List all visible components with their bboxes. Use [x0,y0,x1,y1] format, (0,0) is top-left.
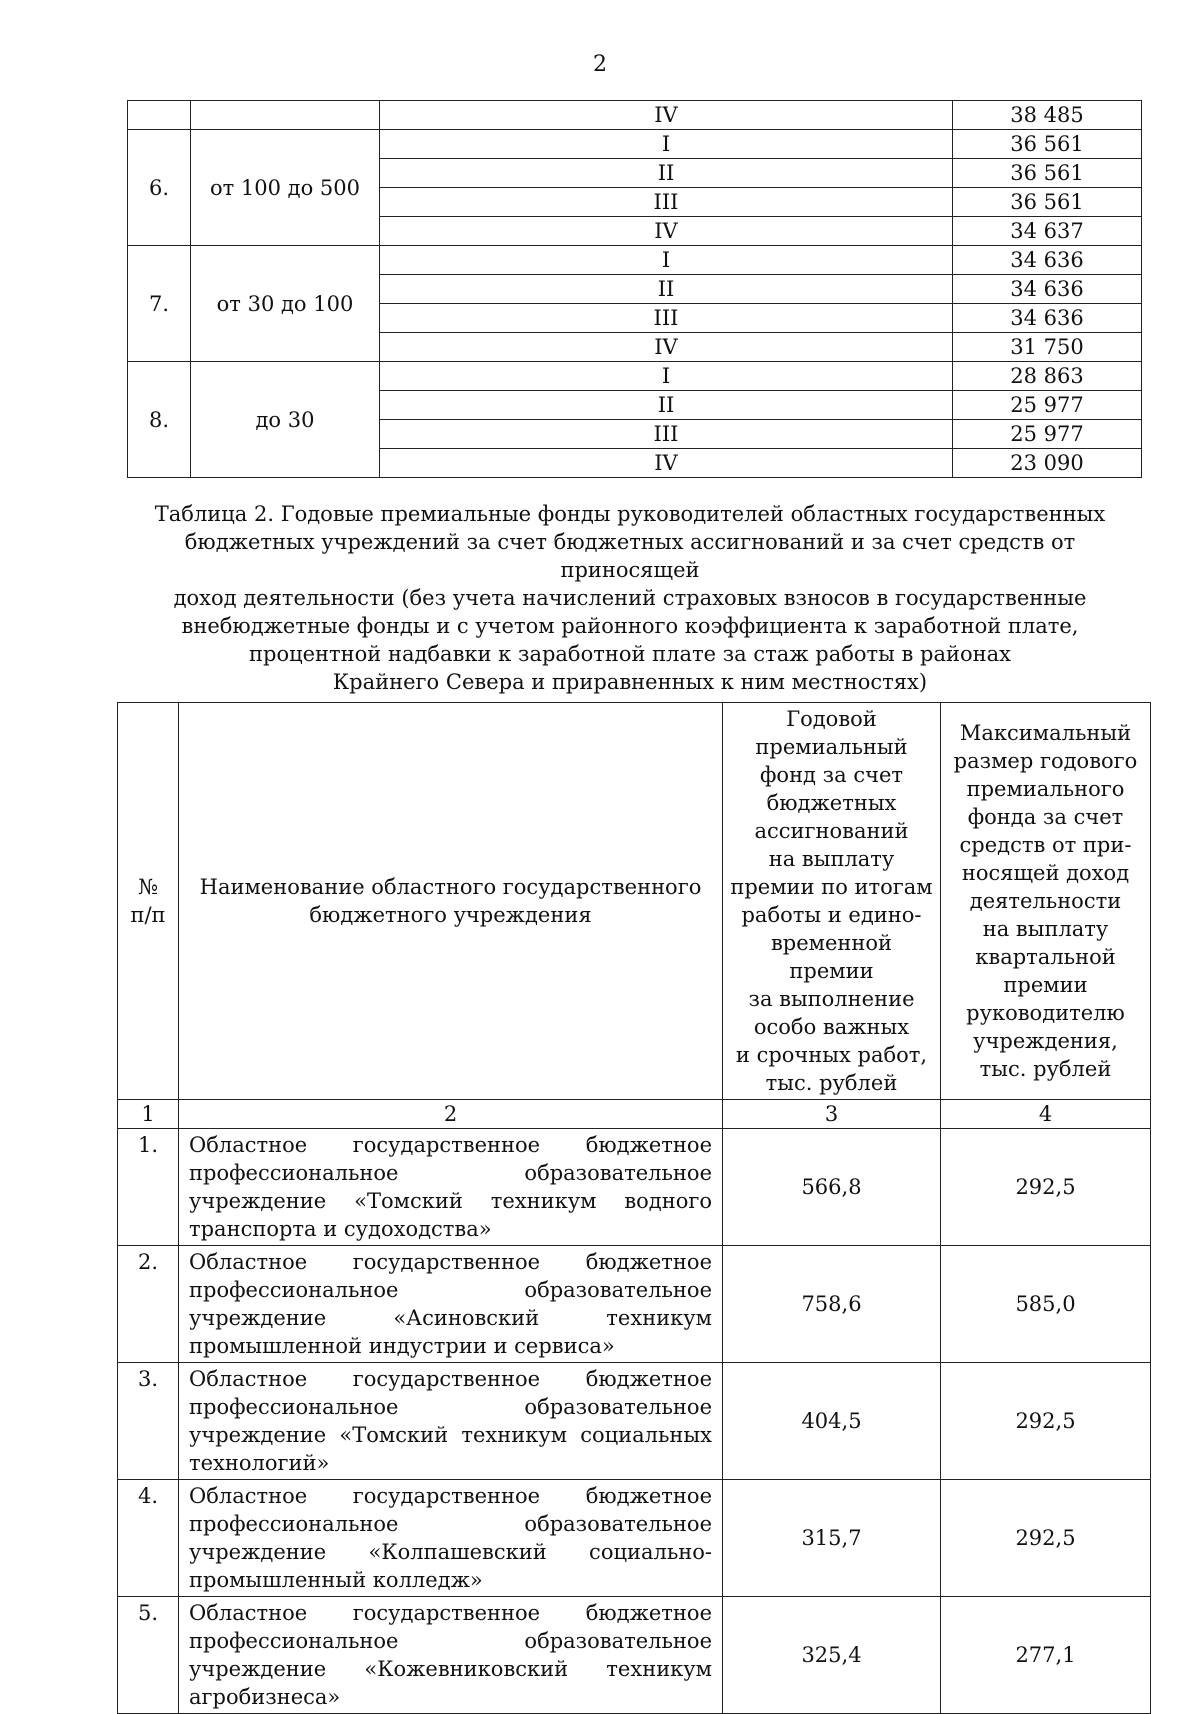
table-row [118,1246,1151,1363]
group-cell: II [380,391,953,420]
header-line: ассигнований [754,819,909,843]
header-line: учреждения, [973,1029,1118,1053]
value-cell: 36 561 [953,130,1142,159]
max-income-fund-value: 585,0 [941,1246,1151,1363]
row-number: 4. [118,1480,179,1597]
header-line: премиального [966,777,1125,801]
header-line: размер годового [953,749,1138,773]
institution-name: Областное государственное бюджетное профессиональное образовательное учреждение «Кожевниковский техникум агробизнеса» [179,1597,723,1714]
group-cell: IV [380,333,953,362]
range-cell [191,101,380,130]
max-income-fund-value: 292,5 [941,1363,1151,1480]
table-row [128,130,1142,159]
header-line: премиальный [755,735,908,759]
group-cell: I [380,362,953,391]
max-income-fund-value: 292,5 [941,1480,1151,1597]
range-cell: от 100 до 500 [191,130,380,246]
caption-line: доход деятельности (без учета начислений страховых взносов в государственные [173,586,1087,610]
table-row [128,246,1142,275]
value-cell: 36 561 [953,159,1142,188]
column-number: 2 [179,1100,723,1129]
table-row [128,101,1142,130]
value-cell: 25 977 [953,391,1142,420]
header-line: и срочных работ, [735,1043,928,1067]
budget-fund-value: 758,6 [723,1246,941,1363]
group-cell: III [380,304,953,333]
value-cell: 34 636 [953,275,1142,304]
header-line: Годовой [786,707,877,731]
group-cell: III [380,420,953,449]
max-income-fund-value: 277,1 [941,1597,1151,1714]
row-number [128,101,191,130]
range-cell: до 30 [191,362,380,478]
group-cell: I [380,130,953,159]
table-row [118,1363,1151,1480]
header-line: тыс. рублей [765,1071,898,1095]
caption-line: бюджетных учреждений за счет бюджетных ассигнований и за счет средств от приносящей [184,530,1076,582]
row-number: 3. [118,1363,179,1480]
table-row [118,1129,1151,1246]
caption-line: внебюджетные фонды и с учетом районного коэффициента к заработной плате, [181,614,1079,638]
column-numbers-row [118,1100,1151,1129]
group-cell: II [380,275,953,304]
header-line: за выполнение [748,987,915,1011]
value-cell: 34 636 [953,246,1142,275]
value-cell: 34 636 [953,304,1142,333]
value-cell: 23 090 [953,449,1142,478]
table-row [118,1597,1151,1714]
budget-fund-value: 566,8 [723,1129,941,1246]
row-number: 8. [128,362,191,478]
row-number: 6. [128,130,191,246]
table2-caption [120,500,1140,696]
header-budget-fund [723,703,941,1100]
row-number: 1. [118,1129,179,1246]
group-cell: IV [380,449,953,478]
header-line: руководителю [966,1001,1125,1025]
budget-fund-value: 325,4 [723,1597,941,1714]
range-cell: от 30 до 100 [191,246,380,362]
header-line: работы и едино- [741,903,922,927]
column-number: 3 [723,1100,941,1129]
header-num [118,703,179,1100]
header-line: носящей доход [961,861,1130,885]
salary-table-continuation [127,100,1142,478]
group-cell: IV [380,217,953,246]
group-cell: III [380,188,953,217]
caption-line: Крайнего Севера и приравненных к ним местностях) [332,670,928,694]
value-cell: 34 637 [953,217,1142,246]
max-income-fund-value: 292,5 [941,1129,1151,1246]
table-row [128,362,1142,391]
value-cell: 31 750 [953,333,1142,362]
header-line: фонд за счет [759,763,904,787]
header-line: тыс. рублей [979,1057,1112,1081]
page-number: 2 [593,52,607,77]
caption-line: Таблица 2. Годовые премиальные фонды руководителей областных государственных [154,502,1106,526]
row-number: 2. [118,1246,179,1363]
value-cell: 28 863 [953,362,1142,391]
institution-name: Областное государственное бюджетное профессиональное образовательное учреждение «Асиновский техникум промышленной индустрии и сервиса» [179,1246,723,1363]
header-line: премии по итогам [730,875,933,899]
header-line: особо важных [753,1015,910,1039]
header-line: временной премии [770,931,893,983]
table2-header-row [118,703,1151,1100]
row-number: 7. [128,246,191,362]
header-line: на выплату [768,847,895,871]
group-cell: II [380,159,953,188]
column-number: 4 [941,1100,1151,1129]
value-cell: 36 561 [953,188,1142,217]
header-line: средств от при- [959,833,1132,857]
header-max-income-fund [941,703,1151,1100]
header-line: на выплату [982,917,1109,941]
header-line: фонда за счет [967,805,1124,829]
budget-fund-value: 315,7 [723,1480,941,1597]
header-line: премии [1003,973,1088,997]
column-number: 1 [118,1100,179,1129]
institution-name: Областное государственное бюджетное профессиональное образовательное учреждение «Колпашевский социально-промышленный колледж» [179,1480,723,1597]
table-row [118,1480,1151,1597]
institution-name: Областное государственное бюджетное профессиональное образовательное учреждение «Томский техникум социальных технологий» [179,1363,723,1480]
group-cell: IV [380,101,953,130]
caption-line: процентной надбавки к заработной плате за стаж работы в районах [249,642,1011,666]
institution-name: Областное государственное бюджетное профессиональное образовательное учреждение «Томский техникум водного транспорта и судоходства» [179,1129,723,1246]
header-line: бюджетного учреждения [309,903,592,927]
header-line: № [138,875,158,899]
header-line: деятельности [969,889,1122,913]
header-name [179,703,723,1100]
row-number: 5. [118,1597,179,1714]
header-line: п/п [130,903,166,927]
bonus-fund-table [117,702,1151,1714]
group-cell: I [380,246,953,275]
header-line: бюджетных [766,791,897,815]
value-cell: 38 485 [953,101,1142,130]
budget-fund-value: 404,5 [723,1363,941,1480]
header-line: квартальной [975,945,1116,969]
value-cell: 25 977 [953,420,1142,449]
header-line: Максимальный [959,721,1132,745]
header-line: Наименование областного государственного [199,875,702,899]
